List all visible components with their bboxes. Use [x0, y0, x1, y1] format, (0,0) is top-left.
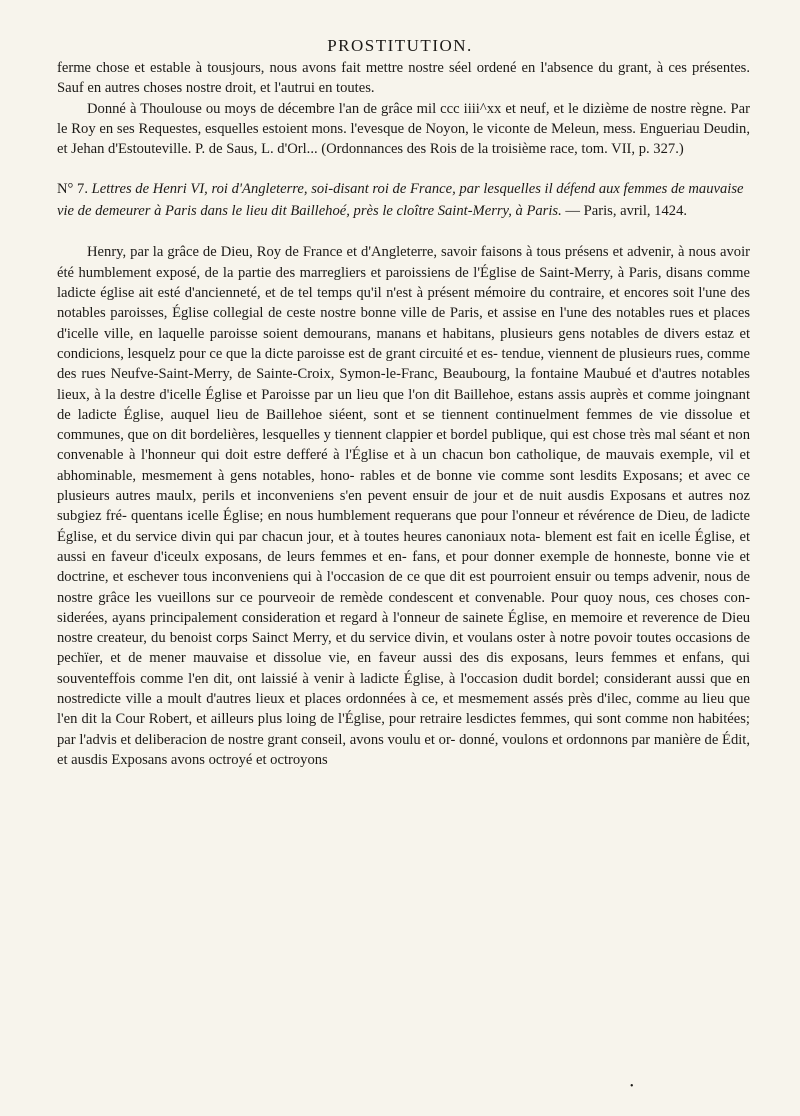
spacer	[57, 159, 750, 179]
paragraph-letters: Henry, par la grâce de Dieu, Roy de France et d'Angleterre, savoir faisons à tous présens et advenir, à nous avoir été humblement exposé, de la partie des marregliers et paroissiens de l'Église de Saint-Merry, à Paris, disans comme ladicte église ait esté d'ancienneté, et de tel temps qu'il n'est à présent mémoire du contraire, et encores soit l'une des notables paroisses, Église collegial de ceste nostre bonne ville de Paris, et assise en l'une des notables rues et places d'icelle ville, en laquelle paroisse soient demourans, manans et habitans, plusieurs gens notables de divers estaz et condicions, lesquelz pour ce que la dicte paroisse est de grant circuité et es- tendue, viennent de plusieurs rues, comme des rues Neufve-Saint-Merry, de Sainte-Croix, Symon-le-Franc, Beaubourg, la fontaine Maubué et d'autres notables lieux, à la destre d'icelle Église et Paroisse par un lieu que l'on dit Baillehoe, estans assis auprès et comme joingnant de ladicte Église, auquel lieu de Baillehoe siéent, sont et se tiennent continuelment femmes de vie dissolue et communes, que on dit bordelières, lesquelles y tiennent clappier et bordel publique, qui est chose très mal séant et non convenable à l'honneur qui doit estre defferé à l'Église et à un chacun bon catholique, de mauvais exemple, vil et abhominable, mesmement à gens notables, hono- rables et de bonne vie comme sont lesdits Exposans; et avec ce plusieurs autres maulx, perils et inconveniens s'en pevent ensuir de jour et de nuit ausdis Exposans et autres noz subgiez fré- quentans icelle Église; en nous humblement requerans que pour l'onneur et révérence de Dieu, de ladicte Église, et du service divin qui par chacun jour, et à toutes heures canoniaux nota- blement est fait en icelle Église, et aussi en faveur d'iceulx exposans, de leurs femmes et en- fans, et pour donner exemple de honneste, bonne vie et doctrine, et eschever tous inconveniens qui à l'occasion de ce que dit est pourroient ensuir ou temps advenir, nous de nostre grâce les vueillons sur ce pourveoir de remède condescent et convenable. Pour quoy nous, ces choses con- siderées, ayans principalement consideration et regard à l'onneur de sainete Église, en memoire et reverence de Dieu nostre createur, du benoist corps Sainct Merry, et du service divin, et voulans oster à notre povoir toutes occasions de pechïer, et de mener mauvaise et dissolue vie, en faveur aussi des dis exposans, leurs femmes et enfans, qui souventeffois comme l'en dit, ont laissié à venir à ladicte Église, à l'occasion dudit bordel; considerant aussi que en nostredicte ville a moult d'autres lieux et places ordonnées à ce, et mesmement assés près d'ilec, comme au lieu que l'en dit la Cour Robert, et ailleurs plus loing de l'Église, pour retraire lesdictes femmes, qui sont comme non habitées; par l'advis et deliberacion de nostre grant conseil, avons voulu et or- donné, voulons et ordonnons par manière de Édit, et ausdis Exposans avons octroyé et octroyons	[57, 244, 750, 768]
document-number: N° 7.	[57, 181, 88, 198]
paragraph-colophon: Donné à Thoulouse ou moys de décembre l'an de grâce mil ccc iiii^xx et neuf, et le dizième de nostre règne. Par le Roy en ses Requestes, esquelles estoient mons. l'evesque de Noyon, le viconte de Meleun, mess. Engueriau Deudin, et Jehan d'Estouteville. P. de Saus, L. d'Orl... (Ordonnances des Rois de la troisième race, tom. VII, p. 327.)	[57, 100, 750, 158]
page-mark: •	[630, 1081, 634, 1092]
spacer	[57, 222, 750, 242]
paragraph-continued: ferme chose et estable à tousjours, nous avons fait mettre nostre séel ordené en l'absence du grant, à ces présentes. Sauf en autres choses nostre droit, et l'autrui en toutes.	[57, 60, 750, 97]
body-text	[57, 58, 750, 770]
running-head: PROSTITUTION.	[327, 36, 473, 55]
document-heading	[57, 179, 750, 222]
document-title: Lettres de Henri VI, roi d'Angleterre, soi-disant roi de France, par lesquelles il défend aux femmes de mauvaise vie de demeurer à Paris dans le lieu dit Baillehoé, près le cloître Saint-Merry, à Paris.	[57, 181, 744, 219]
document-date: — Paris, avril, 1424.	[565, 202, 688, 219]
